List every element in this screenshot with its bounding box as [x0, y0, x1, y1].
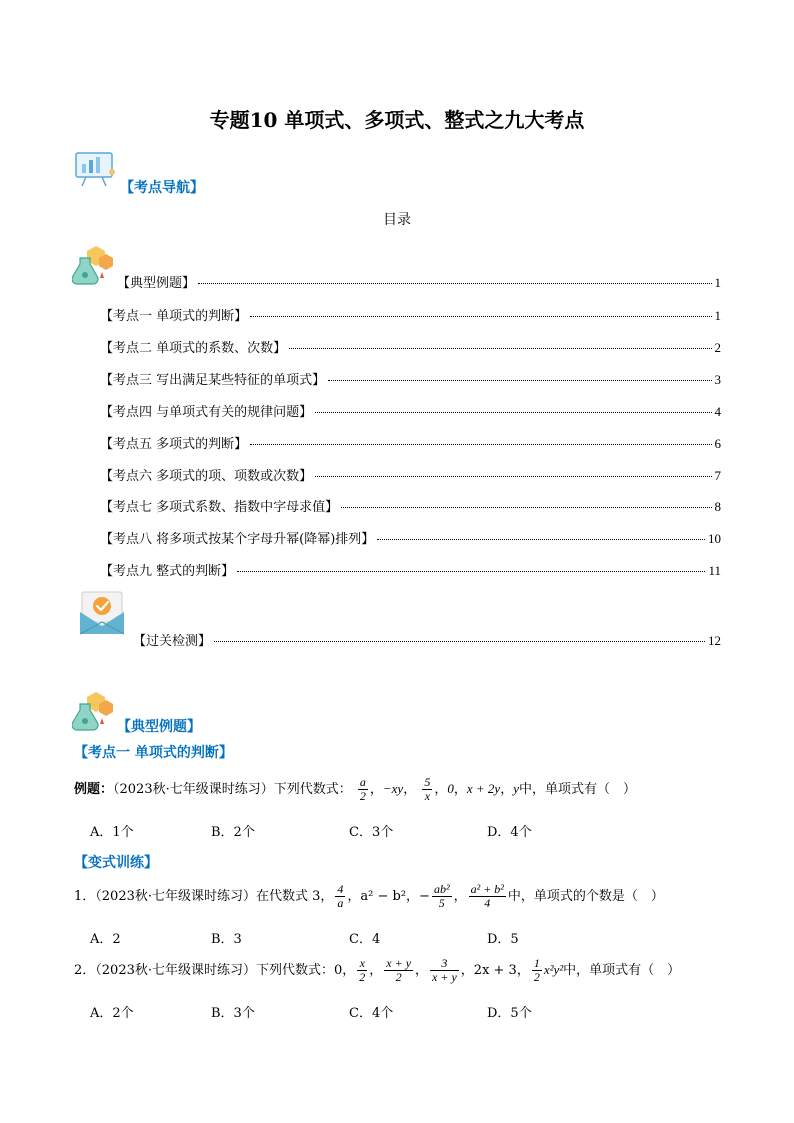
fraction-ab2-over-5: $\frac{\text{ab²}}{5}$ — [433, 882, 450, 910]
question-2: 2．（2023秋·七年级课时练习）下列代数式：0， $\frac{x}{2}$ ， $\frac{x + y}{2}$ ， $\frac{3}{x + y}$ ，2x + 3， $\frac{1}{2}$ x²y²中，单项式有（ ） — [74, 956, 681, 984]
section-variant-heading: 【变式训练】 — [74, 855, 158, 871]
toc-item-label: 【典型例题】 — [117, 276, 196, 291]
toc-item-page: 4 — [714, 404, 721, 419]
q1-option-d[interactable]: D．5 — [487, 932, 519, 947]
toc-item-label: 【考点三 写出满足某些特征的单项式】 — [100, 373, 326, 388]
q1-option-c[interactable]: C．4 — [349, 932, 381, 947]
q2-option-c[interactable]: C．4个 — [349, 1006, 394, 1021]
toc-item-page: 7 — [714, 468, 721, 483]
q2-option-a[interactable]: A．2个 — [90, 1006, 134, 1021]
example-option-a[interactable]: A．1个 — [90, 825, 134, 840]
toc-item-typical[interactable] — [117, 272, 721, 290]
question-1: 1．（2023秋·七年级课时练习）在代数式 3， $\frac{4}{a}$ ，a² − b²，− $\frac{\text{ab²}}{5}$ ， $\frac{\text{a² + b²}}{4}$ 中，单项式的个数是（ ） — [74, 882, 664, 910]
toc-heading: 目录 — [383, 212, 411, 228]
toc-item-label: 【考点九 整式的判断】 — [100, 564, 235, 579]
example-question: 例题：（2023秋·七年级课时练习）下列代数式： $\frac{a}{2}$ ，−xy， $\frac{5}{x}$ ，0，x + 2y，y中，单项式有（ ） — [74, 775, 637, 803]
toc-item-label: 【考点四 与单项式有关的规律问题】 — [100, 405, 313, 420]
toc-item-page: 12 — [708, 633, 721, 648]
toc-item-label: 【考点八 将多项式按某个字母升幂(降幂)排列】 — [100, 532, 375, 547]
toc-item-point4[interactable] — [100, 401, 721, 419]
toc-leader — [315, 412, 711, 413]
toc-leader — [289, 348, 711, 349]
section-typical-heading: 【典型例题】 — [117, 719, 201, 735]
toc-item-page: 6 — [714, 436, 721, 451]
fraction-x-over-2: $\frac{x}{2}$ — [359, 956, 366, 984]
envelope-check-icon — [78, 590, 126, 636]
q1-option-a[interactable]: A．2 — [90, 932, 121, 947]
toc-leader — [250, 444, 711, 445]
toc-leader — [377, 539, 705, 540]
toc-item-label: 【考点六 多项式的项、项数或次数】 — [100, 469, 313, 484]
toc-item-point8[interactable] — [100, 528, 721, 546]
q1-option-b[interactable]: B．3 — [211, 932, 242, 947]
toc-item-page: 1 — [714, 275, 721, 290]
fraction-4-over-a: $\frac{4}{a}$ — [337, 882, 344, 910]
toc-item-point5[interactable] — [100, 433, 721, 451]
flask-hexagon-icon — [72, 690, 116, 732]
toc-item-page: 10 — [708, 531, 721, 546]
example-prefix: 例题： — [74, 782, 114, 797]
toc-leader — [250, 316, 711, 317]
toc-leader — [214, 641, 705, 642]
toc-item-point3[interactable] — [100, 369, 721, 387]
presentation-board-icon — [74, 150, 118, 188]
toc-item-page: 11 — [708, 563, 721, 578]
toc-item-point1[interactable] — [100, 305, 721, 323]
toc-leader — [198, 283, 711, 284]
example-option-c[interactable]: C．3个 — [349, 825, 394, 840]
toc-item-page: 3 — [714, 372, 721, 387]
toc-leader — [315, 476, 711, 477]
toc-leader — [237, 571, 705, 572]
toc-item-point6[interactable] — [100, 465, 721, 483]
toc-leader — [341, 507, 711, 508]
example-option-b[interactable]: B．2个 — [211, 825, 255, 840]
toc-item-label: 【考点七 多项式系数、指数中字母求值】 — [100, 500, 339, 515]
toc-item-label: 【考点二 单项式的系数、次数】 — [100, 341, 287, 356]
toc-item-check[interactable] — [133, 630, 721, 648]
q2-option-b[interactable]: B．3个 — [211, 1006, 255, 1021]
nav-label: 【考点导航】 — [120, 180, 204, 196]
example-source: （2023秋·七年级课时练习）下列代数式： — [113, 782, 352, 797]
fraction-a-over-2: $\frac{a}{2}$ — [359, 775, 366, 803]
toc-item-label: 【考点五 多项式的判断】 — [100, 437, 248, 452]
example-option-d[interactable]: D．4个 — [487, 825, 532, 840]
section-point1-heading: 【考点一 单项式的判断】 — [74, 745, 233, 761]
page-title: 专题10 单项式、多项式、整式之九大考点 — [209, 108, 585, 132]
example-tail: 中，单项式有（ ） — [519, 782, 637, 797]
fraction-1-over-2: $\frac{1}{2}$ — [533, 956, 540, 984]
toc-item-page: 1 — [714, 308, 721, 323]
flask-hexagon-icon — [72, 244, 116, 286]
expr-neg-xy: −xy — [382, 781, 404, 796]
toc-leader — [328, 380, 711, 381]
fraction-a2b2-over-4: $\frac{\text{a² + b²}}{4}$ — [470, 882, 504, 910]
toc-item-page: 8 — [714, 499, 721, 514]
toc-item-page: 2 — [714, 340, 721, 355]
expr-x-plus-2y: x + 2y — [466, 781, 501, 796]
toc-item-point9[interactable] — [100, 560, 721, 578]
toc-item-point2[interactable] — [100, 337, 721, 355]
fraction-3-over-xy: $\frac{3}{x + y}$ — [432, 956, 457, 984]
toc-item-point7[interactable] — [100, 496, 721, 514]
toc-item-label: 【过关检测】 — [133, 634, 212, 649]
fraction-5-over-x: $\frac{5}{x}$ — [424, 775, 431, 803]
toc-item-label: 【考点一 单项式的判断】 — [100, 309, 248, 324]
q2-option-d[interactable]: D．5个 — [487, 1006, 532, 1021]
fraction-xy-over-2: $\frac{x + y}{2}$ — [386, 956, 412, 984]
